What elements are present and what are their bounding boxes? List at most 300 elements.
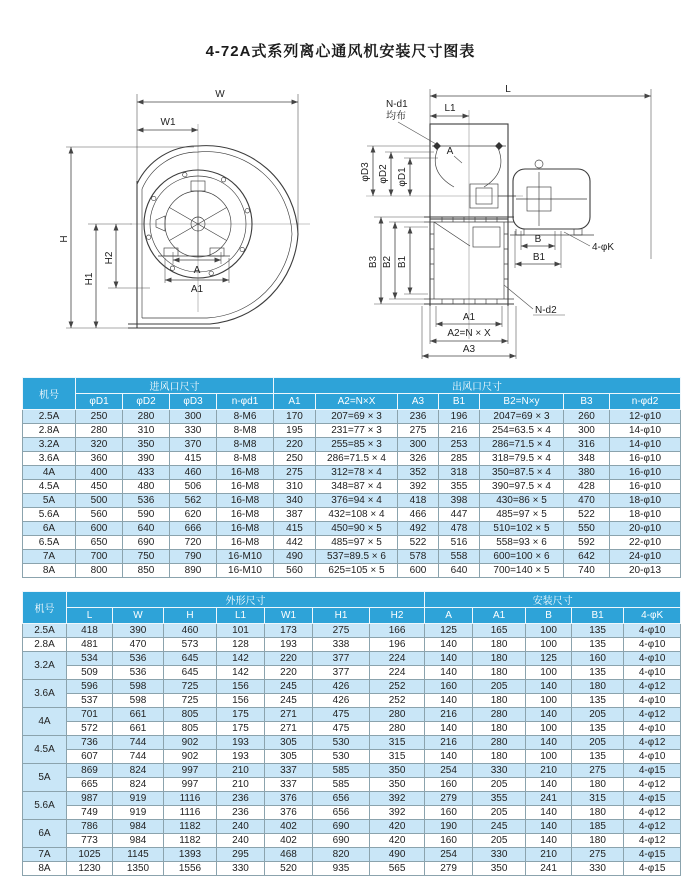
value-cell: 140: [526, 806, 572, 820]
value-cell: 661: [113, 708, 164, 722]
value-cell: 805: [164, 722, 217, 736]
column-header: L1: [217, 608, 265, 624]
value-cell: 4-φ15: [624, 862, 681, 876]
value-cell: 4-φ15: [624, 764, 681, 778]
value-cell: 4-φ10: [624, 750, 681, 764]
value-cell: 280: [76, 424, 123, 438]
table-row: [23, 522, 681, 536]
label-a-text: A: [446, 146, 454, 157]
value-cell: 744: [113, 750, 164, 764]
value-cell: 160: [572, 652, 624, 666]
value-cell: 984: [113, 834, 164, 848]
value-cell: 572: [67, 722, 113, 736]
table-row: [23, 564, 681, 578]
dim-h: [59, 147, 194, 328]
value-cell: 135: [572, 624, 624, 638]
value-cell: 750: [123, 550, 170, 564]
dim-label-a1: A1: [190, 284, 204, 295]
value-cell: 600: [398, 564, 439, 578]
dim-label-h1: H1: [84, 272, 95, 286]
dim-phid1: [397, 158, 438, 196]
table-row: [23, 764, 681, 778]
dim-a: [173, 252, 221, 276]
value-cell: 330: [170, 424, 217, 438]
value-cell: 140: [425, 638, 473, 652]
value-cell: 279: [425, 792, 473, 806]
value-cell: 338: [313, 638, 370, 652]
dim-phid3: [360, 146, 430, 196]
value-cell: 550: [564, 522, 610, 536]
value-cell: 135: [572, 722, 624, 736]
dim-b: [521, 231, 555, 250]
column-header: H1: [313, 608, 370, 624]
value-cell: 805: [164, 708, 217, 722]
value-cell: 16-M8: [217, 536, 274, 550]
header-row-groups: [23, 378, 681, 394]
column-header: A: [425, 608, 473, 624]
value-cell: 140: [526, 680, 572, 694]
value-cell: 280: [123, 410, 170, 424]
model-cell: 7A: [23, 848, 67, 862]
value-cell: 142: [217, 652, 265, 666]
value-cell: 4-φ10: [624, 722, 681, 736]
inlet-outlet-dimension-table: [22, 377, 681, 578]
value-cell: 415: [274, 522, 316, 536]
column-group-outline: 外形尺寸: [67, 592, 425, 608]
value-cell: 16-M10: [217, 550, 274, 564]
value-cell: 376=94 × 4: [316, 494, 398, 508]
value-cell: 224: [370, 666, 425, 680]
value-cell: 205: [473, 806, 526, 820]
value-cell: 280: [370, 722, 425, 736]
value-cell: 690: [313, 834, 370, 848]
value-cell: 315: [572, 792, 624, 806]
value-cell: 100: [526, 666, 572, 680]
column-header: A1: [274, 394, 316, 410]
value-cell: 585: [313, 778, 370, 792]
value-cell: 820: [313, 848, 370, 862]
value-cell: 536: [113, 666, 164, 680]
column-group-outlet: 出风口尺寸: [274, 378, 681, 394]
value-cell: 578: [398, 550, 439, 564]
value-cell: 330: [473, 764, 526, 778]
value-cell: 170: [274, 410, 316, 424]
value-cell: 1230: [67, 862, 113, 876]
value-cell: 205: [473, 778, 526, 792]
value-cell: 534: [67, 652, 113, 666]
value-cell: 16-φ10: [610, 480, 681, 494]
value-cell: 370: [170, 438, 217, 452]
value-cell: 315: [370, 736, 425, 750]
value-cell: 890: [170, 564, 217, 578]
column-header: B1: [572, 608, 624, 624]
value-cell: 470: [113, 638, 164, 652]
value-cell: 402: [265, 820, 313, 834]
value-cell: 390=97.5 × 4: [480, 480, 564, 494]
value-cell: 4-φ10: [624, 652, 681, 666]
value-cell: 180: [572, 680, 624, 694]
value-cell: 205: [572, 736, 624, 750]
value-cell: 598: [113, 680, 164, 694]
dim-w1: [137, 117, 198, 130]
table-row: [23, 792, 681, 806]
value-cell: 125: [425, 624, 473, 638]
value-cell: 271: [265, 708, 313, 722]
value-cell: 1145: [113, 848, 164, 862]
value-cell: 180: [572, 806, 624, 820]
value-cell: 295: [217, 848, 265, 862]
value-cell: 402: [265, 834, 313, 848]
value-cell: 14-φ10: [610, 424, 681, 438]
value-cell: 337: [265, 764, 313, 778]
value-cell: 24-φ10: [610, 550, 681, 564]
dim-label-h2: H2: [104, 251, 115, 265]
value-cell: 20-φ13: [610, 564, 681, 578]
value-cell: 460: [170, 466, 217, 480]
value-cell: 16-M8: [217, 480, 274, 494]
table-row: [23, 624, 681, 638]
value-cell: 516: [439, 536, 480, 550]
column-header: H: [164, 608, 217, 624]
value-cell: 250: [76, 410, 123, 424]
value-cell: 380: [564, 466, 610, 480]
value-cell: 210: [217, 764, 265, 778]
table-row: [23, 550, 681, 564]
value-cell: 744: [113, 736, 164, 750]
value-cell: 560: [274, 564, 316, 578]
value-cell: 195: [274, 424, 316, 438]
model-cell: 7A: [23, 550, 76, 564]
value-cell: 530: [313, 750, 370, 764]
value-cell: 279: [425, 862, 473, 876]
dim-w: [137, 89, 298, 232]
dim-label-b: B: [534, 234, 542, 245]
value-cell: 475: [313, 708, 370, 722]
table-row: [23, 722, 681, 736]
value-cell: 450: [76, 480, 123, 494]
table-row: [23, 848, 681, 862]
value-cell: 650: [76, 536, 123, 550]
value-cell: 8-M6: [217, 410, 274, 424]
value-cell: 596: [67, 680, 113, 694]
value-cell: 245: [265, 694, 313, 708]
value-cell: 140: [526, 820, 572, 834]
value-cell: 18-φ10: [610, 508, 681, 522]
value-cell: 701: [67, 708, 113, 722]
value-cell: 275: [572, 848, 624, 862]
value-cell: 300: [398, 438, 439, 452]
value-cell: 300: [170, 410, 217, 424]
value-cell: 8-M8: [217, 438, 274, 452]
dim-label-phid2: φD2: [378, 164, 389, 184]
value-cell: 506: [170, 480, 217, 494]
value-cell: 140: [425, 652, 473, 666]
value-cell: 22-φ10: [610, 536, 681, 550]
model-cell: 6A: [23, 820, 67, 848]
value-cell: 902: [164, 750, 217, 764]
dim-label-a3: A3: [462, 344, 476, 355]
value-cell: 447: [439, 508, 480, 522]
value-cell: 480: [123, 480, 170, 494]
value-cell: 987: [67, 792, 113, 806]
value-cell: 128: [217, 638, 265, 652]
value-cell: 210: [217, 778, 265, 792]
value-cell: 140: [526, 834, 572, 848]
value-cell: 135: [572, 694, 624, 708]
value-cell: 286=71.5 × 4: [480, 438, 564, 452]
value-cell: 442: [274, 536, 316, 550]
value-cell: 4-φ15: [624, 792, 681, 806]
value-cell: 415: [170, 452, 217, 466]
value-cell: 418: [398, 494, 439, 508]
value-cell: 700: [76, 550, 123, 564]
value-cell: 426: [313, 694, 370, 708]
value-cell: 786: [67, 820, 113, 834]
value-cell: 352: [398, 466, 439, 480]
column-header: A2=N×X: [316, 394, 398, 410]
value-cell: 210: [526, 764, 572, 778]
table-row: [23, 508, 681, 522]
value-cell: 316: [564, 438, 610, 452]
value-cell: 330: [473, 848, 526, 862]
value-cell: 520: [265, 862, 313, 876]
value-cell: 485=97 × 5: [316, 536, 398, 550]
dim-b1-left: [397, 227, 428, 294]
model-cell: 3.6A: [23, 452, 76, 466]
value-cell: 355: [439, 480, 480, 494]
value-cell: 661: [113, 722, 164, 736]
value-cell: 600=100 × 6: [480, 550, 564, 564]
value-cell: 475: [313, 722, 370, 736]
value-cell: 260: [564, 410, 610, 424]
dim-label-phid1: φD1: [397, 167, 408, 187]
value-cell: 997: [164, 778, 217, 792]
value-cell: 207=69 × 3: [316, 410, 398, 424]
header-row-columns: [23, 608, 681, 624]
value-cell: 240: [217, 834, 265, 848]
value-cell: 656: [313, 806, 370, 820]
model-cell: 2.5A: [23, 624, 67, 638]
value-cell: 522: [398, 536, 439, 550]
value-cell: 255=85 × 3: [316, 438, 398, 452]
model-cell: 2.5A: [23, 410, 76, 424]
value-cell: 16-φ10: [610, 466, 681, 480]
value-cell: 1393: [164, 848, 217, 862]
value-cell: 478: [439, 522, 480, 536]
dim-label-b3: B3: [368, 255, 379, 269]
value-cell: 398: [439, 494, 480, 508]
value-cell: 180: [473, 652, 526, 666]
value-cell: 749: [67, 806, 113, 820]
table-row: [23, 708, 681, 722]
value-cell: 935: [313, 862, 370, 876]
value-cell: 522: [564, 508, 610, 522]
page-title: 4-72A式系列离心通风机安装尺寸图表: [205, 43, 476, 60]
table-row: [23, 424, 681, 438]
value-cell: 310: [274, 480, 316, 494]
value-cell: 196: [370, 638, 425, 652]
value-cell: 4-φ15: [624, 848, 681, 862]
dim-a1: [165, 258, 229, 295]
value-cell: 190: [425, 820, 473, 834]
value-cell: 500: [76, 494, 123, 508]
value-cell: 305: [265, 750, 313, 764]
value-cell: 640: [439, 564, 480, 578]
value-cell: 433: [123, 466, 170, 480]
column-header: L: [67, 608, 113, 624]
value-cell: 4-φ12: [624, 806, 681, 820]
value-cell: 250: [274, 452, 316, 466]
value-cell: 4-φ10: [624, 694, 681, 708]
value-cell: 180: [473, 666, 526, 680]
column-header: A1: [473, 608, 526, 624]
value-cell: 387: [274, 508, 316, 522]
value-cell: 492: [398, 522, 439, 536]
table-row: [23, 694, 681, 708]
value-cell: 100: [526, 722, 572, 736]
centerlines: [130, 124, 310, 312]
column-group-inlet: 进风口尺寸: [76, 378, 274, 394]
table-row: [23, 466, 681, 480]
value-cell: 736: [67, 736, 113, 750]
value-cell: 318: [439, 466, 480, 480]
value-cell: 1182: [164, 820, 217, 834]
value-cell: 140: [425, 750, 473, 764]
value-cell: 600: [76, 522, 123, 536]
dim-l1: [430, 103, 469, 116]
value-cell: 300: [564, 424, 610, 438]
model-cell: 3.2A: [23, 438, 76, 452]
value-cell: 216: [439, 424, 480, 438]
value-cell: 140: [526, 778, 572, 792]
table-row: [23, 820, 681, 834]
value-cell: 919: [113, 806, 164, 820]
value-cell: 135: [572, 638, 624, 652]
value-cell: 312=78 × 4: [316, 466, 398, 480]
table-row: [23, 862, 681, 876]
value-cell: 1025: [67, 848, 113, 862]
column-header-model: 机号: [23, 592, 67, 624]
value-cell: 4-φ12: [624, 834, 681, 848]
dim-label-a1-bottom: A1: [462, 312, 476, 323]
table-row: [23, 638, 681, 652]
value-cell: 824: [113, 764, 164, 778]
value-cell: 4-φ10: [624, 624, 681, 638]
value-cell: 665: [67, 778, 113, 792]
value-cell: 275: [572, 764, 624, 778]
value-cell: 537: [67, 694, 113, 708]
dim-label-b1-bottom: B1: [532, 252, 546, 263]
dim-label-b1-left: B1: [397, 255, 408, 269]
value-cell: 305: [265, 736, 313, 750]
value-cell: 160: [425, 680, 473, 694]
value-cell: 173: [265, 624, 313, 638]
value-cell: 509: [67, 666, 113, 680]
model-cell: 5.6A: [23, 792, 67, 820]
value-cell: 135: [572, 666, 624, 680]
value-cell: 350: [370, 764, 425, 778]
value-cell: 620: [170, 508, 217, 522]
value-cell: 565: [370, 862, 425, 876]
value-cell: 245: [473, 820, 526, 834]
value-cell: 160: [425, 806, 473, 820]
value-cell: 180: [473, 750, 526, 764]
table-row: [23, 652, 681, 666]
value-cell: 286=71.5 × 4: [316, 452, 398, 466]
value-cell: 869: [67, 764, 113, 778]
value-cell: 16-M8: [217, 522, 274, 536]
value-cell: 100: [526, 750, 572, 764]
value-cell: 558: [439, 550, 480, 564]
value-cell: 330: [217, 862, 265, 876]
table-row: [23, 750, 681, 764]
value-cell: 666: [170, 522, 217, 536]
value-cell: 4-φ12: [624, 820, 681, 834]
dim-label-l1: L1: [444, 103, 456, 114]
value-cell: 140: [425, 722, 473, 736]
value-cell: 607: [67, 750, 113, 764]
value-cell: 536: [123, 494, 170, 508]
value-cell: 285: [439, 452, 480, 466]
model-cell: 4.5A: [23, 736, 67, 764]
model-cell: 8A: [23, 564, 76, 578]
dim-l: [430, 84, 651, 259]
value-cell: 1116: [164, 806, 217, 820]
value-cell: 8-M8: [217, 424, 274, 438]
model-cell: 6.5A: [23, 536, 76, 550]
column-header: B: [526, 608, 572, 624]
value-cell: 392: [370, 806, 425, 820]
value-cell: 485=97 × 5: [480, 508, 564, 522]
value-cell: 252: [370, 680, 425, 694]
model-cell: 6A: [23, 522, 76, 536]
value-cell: 205: [572, 708, 624, 722]
value-cell: 253: [439, 438, 480, 452]
dim-label-l: L: [505, 84, 511, 95]
value-cell: 340: [274, 494, 316, 508]
value-cell: 16-φ10: [610, 452, 681, 466]
column-header: B2=N×y: [480, 394, 564, 410]
value-cell: 196: [439, 410, 480, 424]
column-header: n-φd2: [610, 394, 681, 410]
value-cell: 101: [217, 624, 265, 638]
value-cell: 236: [398, 410, 439, 424]
label-4-phik-text: 4-φK: [592, 242, 615, 253]
value-cell: 280: [370, 708, 425, 722]
value-cell: 310: [123, 424, 170, 438]
dim-label-b2-left: B2: [382, 255, 393, 269]
value-cell: 20-φ10: [610, 522, 681, 536]
value-cell: 560: [76, 508, 123, 522]
value-cell: 236: [217, 792, 265, 806]
table-row: [23, 666, 681, 680]
table-row: [23, 834, 681, 848]
value-cell: 376: [265, 792, 313, 806]
model-cell: 2.8A: [23, 424, 76, 438]
value-cell: 350=87.5 × 4: [480, 466, 564, 480]
value-cell: 16-M8: [217, 494, 274, 508]
value-cell: 220: [265, 652, 313, 666]
value-cell: 1116: [164, 792, 217, 806]
value-cell: 4-φ12: [624, 736, 681, 750]
value-cell: 210: [526, 848, 572, 862]
dim-label-w1: W1: [160, 117, 176, 128]
value-cell: 530: [313, 736, 370, 750]
value-cell: 16-M8: [217, 508, 274, 522]
value-cell: 430=86 × 5: [480, 494, 564, 508]
value-cell: 690: [313, 820, 370, 834]
value-cell: 481: [67, 638, 113, 652]
